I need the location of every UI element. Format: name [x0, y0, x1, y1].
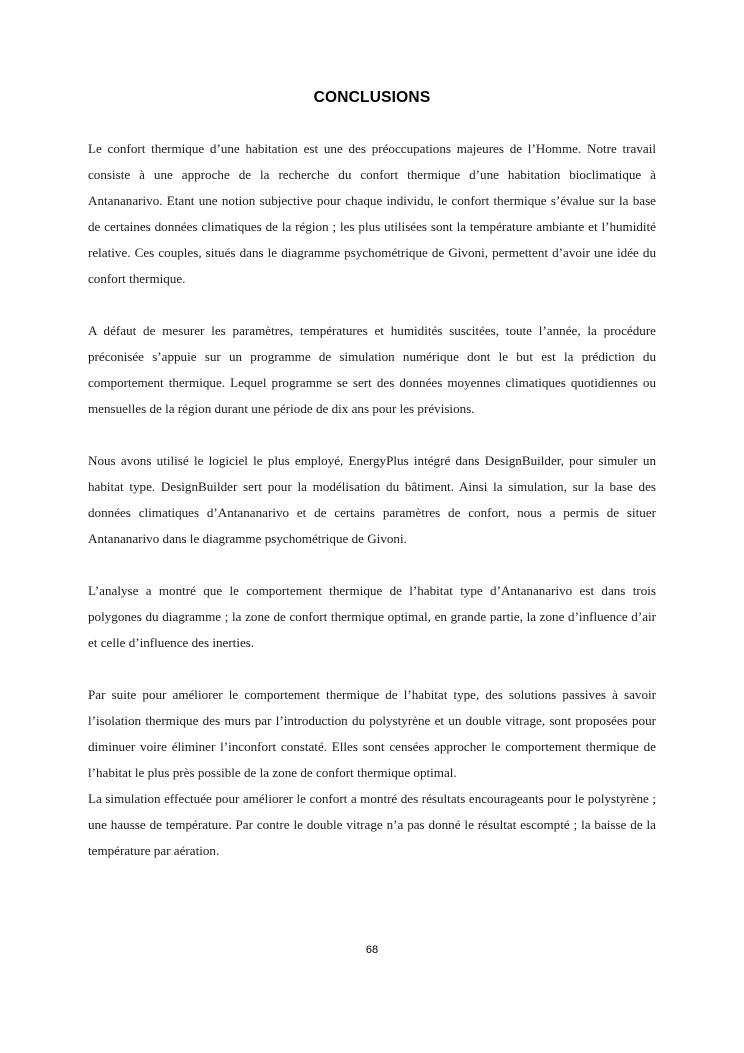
- paragraph-6: La simulation effectuée pour améliorer le confort a montré des résultats encourageants pour le polystyrène ; une hausse de température. Par contre le double vitrage n’a pas donné le résultat escompté ; la baisse de la température par aération.: [88, 791, 656, 858]
- page-title: CONCLUSIONS: [313, 89, 431, 106]
- page-number: 68: [365, 944, 379, 956]
- paragraph-3: Nous avons utilisé le logiciel le plus employé, EnergyPlus intégré dans DesignBuilder, pour simuler un habitat type. DesignBuilder sert pour la modélisation du bâtiment. Ainsi la simulation, sur la base des données climatiques d’Antananarivo et de certains paramètres de confort, nous a permis de situer Antananarivo dans le diagramme psychométrique de Givoni.: [88, 453, 656, 546]
- document-body: [88, 136, 656, 864]
- paragraph-1: Le confort thermique d’une habitation est une des préoccupations majeures de l’Homme. Notre travail consiste à une approche de la recherche du confort thermique d’une habitation bioclimatique à Antananarivo. Etant une notion subjective pour chaque individu, le confort thermique s’évalue sur la base de certaines données climatiques de la région ; les plus utilisées sont la température ambiante et l’humidité relative. Ces couples, situés dans le diagramme psychométrique de Givoni, permettent d’avoir une idée du confort thermique.: [88, 141, 656, 286]
- paragraph-4: L’analyse a montré que le comportement thermique de l’habitat type d’Antananarivo est dans trois polygones du diagramme ; la zone de confort thermique optimal, en grande partie, la zone d’influence d’air et celle d’influence des inerties.: [88, 583, 656, 650]
- paragraph-2: A défaut de mesurer les paramètres, températures et humidités suscitées, toute l’année, la procédure préconisée s’appuie sur un programme de simulation numérique dont le but est la prédiction du comportement thermique. Lequel programme se sert des données moyennes climatiques quotidiennes ou mensuelles de la région durant une période de dix ans pour les prévisions.: [88, 323, 656, 416]
- paragraph-5: Par suite pour améliorer le comportement thermique de l’habitat type, des solutions passives à savoir l’isolation thermique des murs par l’introduction du polystyrène et un double vitrage, sont proposées pour diminuer voire éliminer l’inconfort constaté. Elles sont censées approcher le comportement thermique de l’habitat le plus près possible de la zone de confort thermique optimal.: [88, 687, 656, 780]
